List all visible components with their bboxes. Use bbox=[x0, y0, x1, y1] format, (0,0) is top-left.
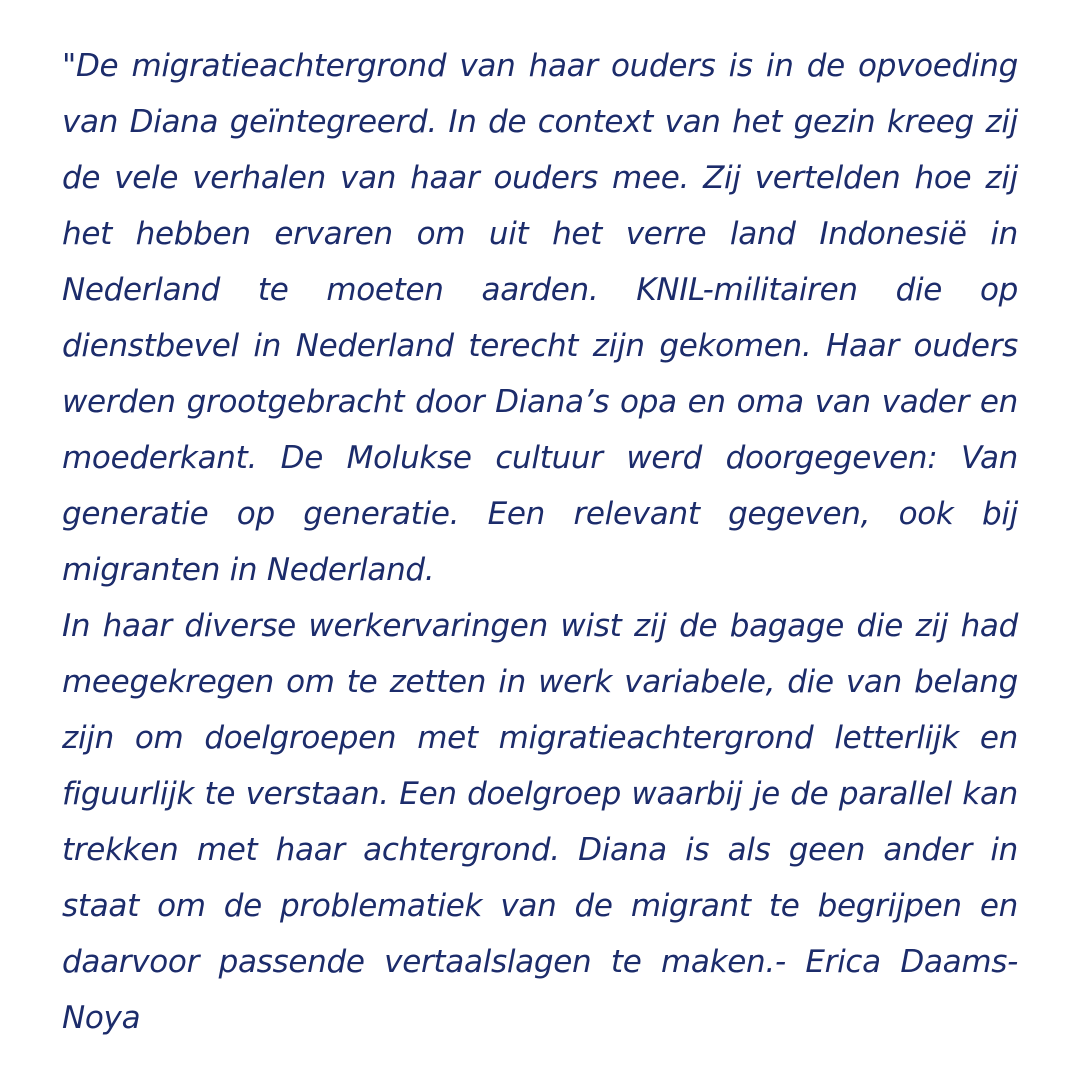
testimonial-quote bbox=[62, 38, 1018, 1046]
quote-paragraph-1: "De migratieachtergrond van haar ouders is in de opvoeding van Diana geïntegreerd. In de context van het gezin kreeg zij de vele verhalen van haar ouders mee. Zij vertelden hoe zij het hebben ervaren om uit het verre land Indonesië in Nederland te moeten aarden. KNIL-militairen die op dienstbevel in Nederland terecht zijn gekomen. Haar ouders werden grootgebracht door Diana’s opa en oma van vader en moederkant. De Molukse cultuur werd doorgegeven: Van generatie op generatie. Een relevant gegeven, ook bij migranten in Nederland. bbox=[62, 48, 1018, 588]
quote-paragraph-2: In haar diverse werkervaringen wist zij de bagage die zij had meegekregen om te zetten in werk variabele, die van belang zijn om doelgroepen met migratieachtergrond letterlijk en figuurlijk te verstaan. Een doelgroep waarbij je de parallel kan trekken met haar achtergrond. Diana is als geen ander in staat om de problematiek van de migrant te begrijpen en daarvoor passende vertaalslagen te maken.- Erica Daams-Noya bbox=[62, 608, 1018, 1036]
